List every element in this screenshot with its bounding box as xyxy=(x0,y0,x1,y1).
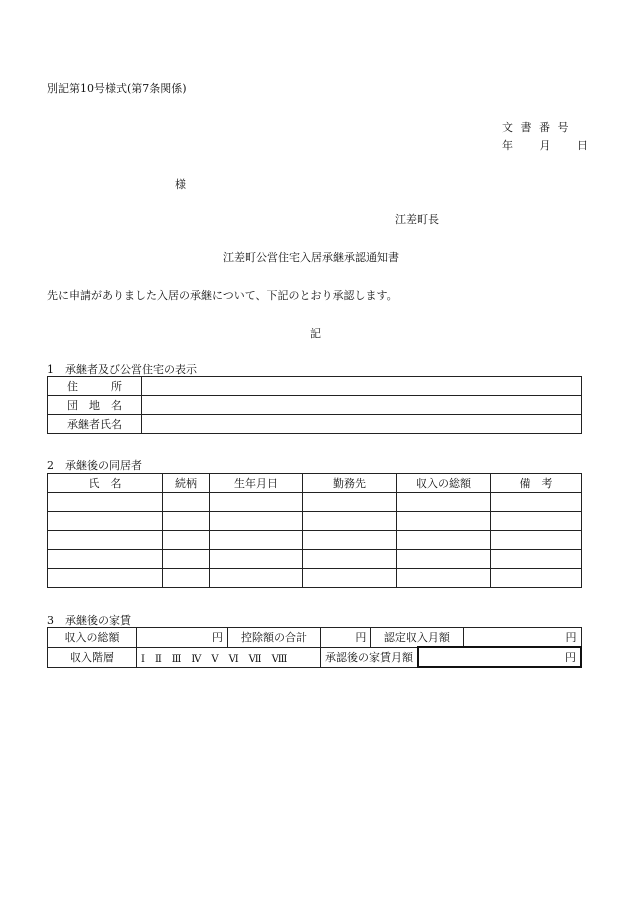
table-cell[interactable] xyxy=(48,569,163,588)
section2-heading: 2 承継後の同居者 xyxy=(47,459,142,472)
table-row xyxy=(48,569,582,588)
column-header-relation: 続柄 xyxy=(163,474,210,493)
column-header-workplace: 勤務先 xyxy=(303,474,397,493)
successor-name-label: 承継者氏名 xyxy=(48,415,142,434)
rent-after-approval-label: 承認後の家賃月額 xyxy=(321,647,419,667)
table-cell[interactable] xyxy=(163,531,210,550)
table-cell[interactable] xyxy=(397,512,491,531)
table-cell[interactable] xyxy=(303,569,397,588)
complex-name-field[interactable] xyxy=(142,396,582,415)
table-cell[interactable] xyxy=(163,493,210,512)
table-cell[interactable] xyxy=(210,493,303,512)
table-cell[interactable] xyxy=(210,550,303,569)
table-row xyxy=(48,628,582,648)
table-cell[interactable] xyxy=(397,531,491,550)
column-header-birthdate: 生年月日 xyxy=(210,474,303,493)
body-text: 先に申請がありました入居の承継について、下記のとおり承認します。 xyxy=(47,289,398,302)
table-cell[interactable] xyxy=(210,569,303,588)
addressee-suffix: 様 xyxy=(175,178,186,191)
complex-name-label: 団 地 名 xyxy=(48,396,142,415)
table-header-row xyxy=(48,474,582,493)
table-cell[interactable] xyxy=(491,531,582,550)
certified-income-field[interactable] xyxy=(463,628,581,648)
address-field[interactable] xyxy=(142,377,582,396)
deduction-total-field[interactable] xyxy=(321,628,371,648)
yen-unit: 円 xyxy=(565,651,576,664)
table-cell[interactable] xyxy=(163,512,210,531)
table-row xyxy=(48,647,582,667)
deduction-total-label: 控除額の合計 xyxy=(228,628,321,648)
table-cell[interactable] xyxy=(397,569,491,588)
table-row xyxy=(48,415,582,434)
cohabitant-table xyxy=(47,473,582,588)
income-class-options[interactable]: Ⅰ Ⅱ Ⅲ Ⅳ Ⅴ Ⅵ Ⅶ Ⅷ xyxy=(137,647,321,667)
yen-unit: 円 xyxy=(565,631,577,644)
document-number-label: 文 書 番 号 xyxy=(502,121,571,134)
section1-heading: 1 承継者及び公営住宅の表示 xyxy=(47,363,197,376)
successor-name-field[interactable] xyxy=(142,415,582,434)
table-cell[interactable] xyxy=(491,493,582,512)
income-class-label: 収入階層 xyxy=(48,647,137,667)
total-income-field[interactable] xyxy=(137,628,228,648)
section3-heading: 3 承継後の家賃 xyxy=(47,614,131,627)
column-header-remarks: 備 考 xyxy=(491,474,582,493)
table-cell[interactable] xyxy=(48,550,163,569)
table-row xyxy=(48,550,582,569)
date-label: 年 月 日 xyxy=(502,139,592,152)
table-cell[interactable] xyxy=(210,531,303,550)
table-cell[interactable] xyxy=(397,550,491,569)
table-cell[interactable] xyxy=(48,531,163,550)
document-title: 江差町公営住宅入居承継承認通知書 xyxy=(223,251,399,264)
table-cell[interactable] xyxy=(163,550,210,569)
table-cell[interactable] xyxy=(163,569,210,588)
table-row xyxy=(48,493,582,512)
ki-label: 記 xyxy=(310,327,321,340)
column-header-income: 収入の総額 xyxy=(397,474,491,493)
table-row xyxy=(48,396,582,415)
address-label: 住 所 xyxy=(48,377,142,396)
table-cell[interactable] xyxy=(48,512,163,531)
table-cell[interactable] xyxy=(491,512,582,531)
certified-income-label: 認定収入月額 xyxy=(371,628,463,648)
yen-unit: 円 xyxy=(212,631,223,645)
form-label: 別記第10号様式(第7条関係) xyxy=(47,82,187,95)
table-cell[interactable] xyxy=(210,512,303,531)
successor-table xyxy=(47,376,582,434)
table-cell[interactable] xyxy=(491,569,582,588)
table-cell[interactable] xyxy=(303,550,397,569)
table-cell[interactable] xyxy=(48,493,163,512)
table-cell[interactable] xyxy=(303,493,397,512)
table-cell[interactable] xyxy=(303,512,397,531)
table-cell[interactable] xyxy=(491,550,582,569)
rent-after-approval-field[interactable] xyxy=(418,647,581,667)
rent-table xyxy=(47,627,582,668)
table-row xyxy=(48,512,582,531)
yen-unit: 円 xyxy=(355,631,367,645)
total-income-label: 収入の総額 xyxy=(48,628,137,648)
column-header-name: 氏 名 xyxy=(48,474,163,493)
issuer-name: 江差町長 xyxy=(395,213,439,226)
table-row xyxy=(48,531,582,550)
table-cell[interactable] xyxy=(397,493,491,512)
table-cell[interactable] xyxy=(303,531,397,550)
table-row xyxy=(48,377,582,396)
